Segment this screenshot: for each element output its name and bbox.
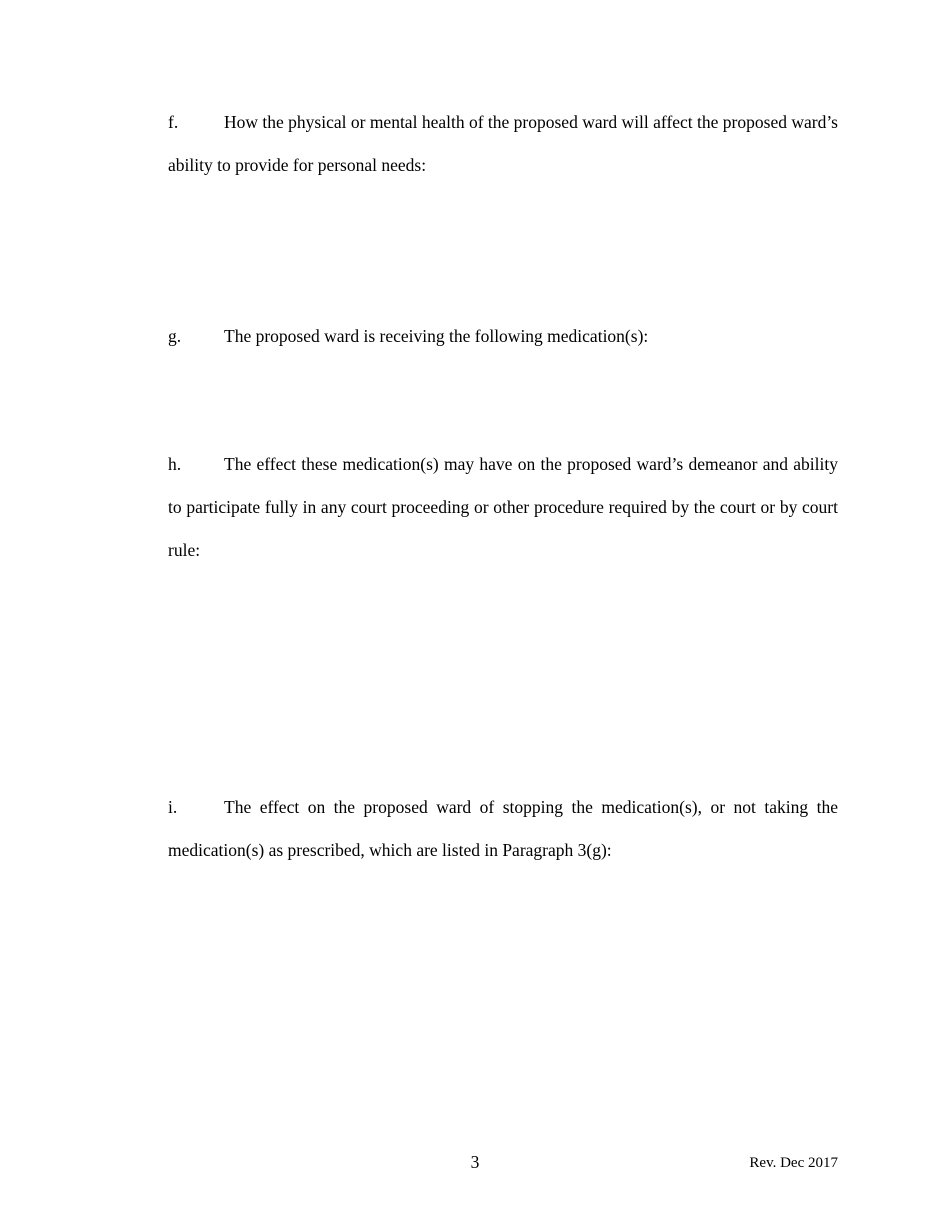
paragraph-g-text: The proposed ward is receiving the following medication(s): — [224, 326, 649, 346]
paragraph-f-label: f. — [168, 112, 179, 132]
revision-date: Rev. Dec 2017 — [749, 1155, 838, 1171]
paragraph-i — [168, 786, 838, 872]
paragraph-g — [168, 315, 838, 358]
paragraph-i-text: The effect on the proposed ward of stopping the medication(s), or not taking the medication(s) as prescribed, which are listed in Paragraph 3(g): — [168, 797, 838, 860]
paragraph-h-text: The effect these medication(s) may have on the proposed ward’s demeanor and ability to participate fully in any court proceeding or other procedure required by the court or by court rule: — [168, 454, 838, 560]
paragraph-h — [168, 443, 838, 572]
paragraph-f — [168, 101, 838, 187]
paragraph-g-label: g. — [168, 326, 182, 346]
paragraph-f-text: How the physical or mental health of the proposed ward will affect the proposed ward’s ability to provide for personal needs: — [168, 112, 838, 175]
paragraph-h-label: h. — [168, 454, 182, 474]
paragraph-i-label: i. — [168, 797, 178, 817]
page-number: 3 — [470, 1152, 480, 1172]
